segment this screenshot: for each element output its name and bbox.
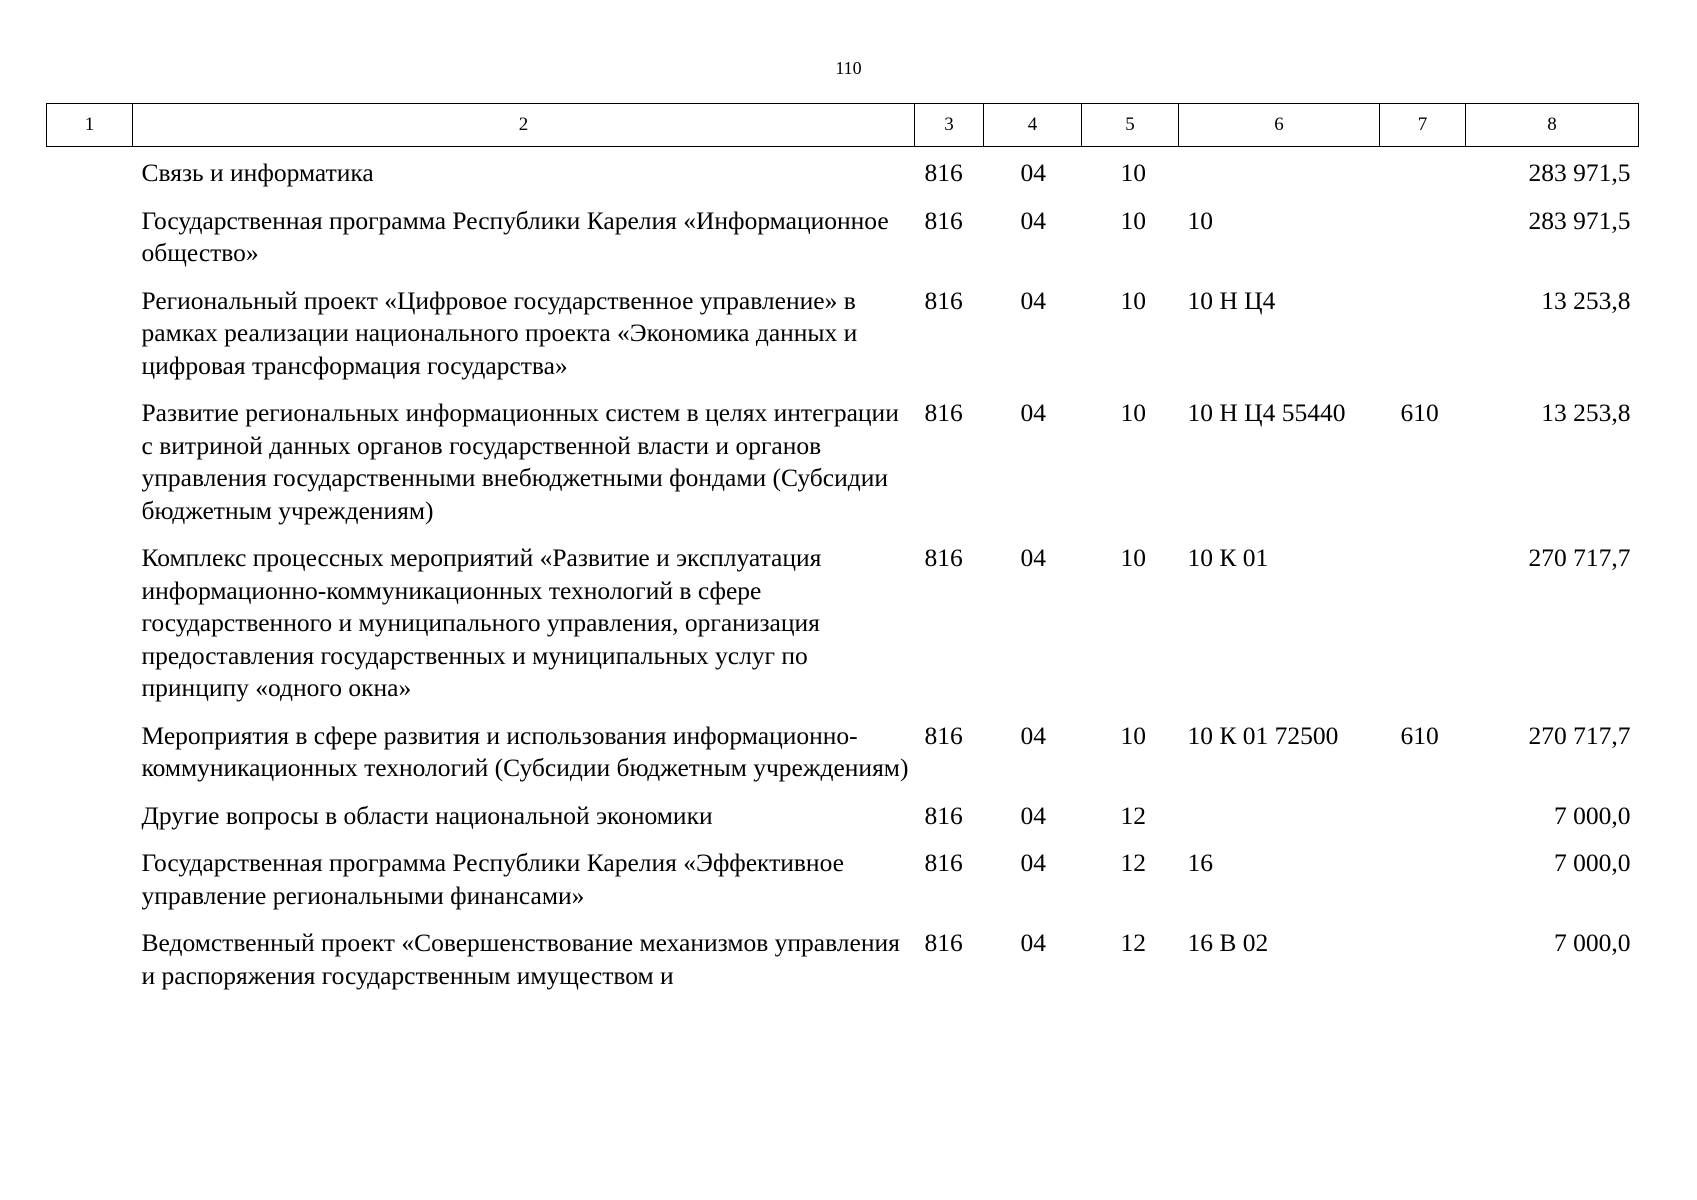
row-section-code: 04 <box>1020 800 1046 830</box>
row-amount: 270 717,7 <box>1528 543 1631 572</box>
row-number <box>47 542 133 720</box>
row-number <box>47 205 133 285</box>
row-expense-type <box>1380 927 1466 1007</box>
row-description: Развитие региональных информационных систем в целях интеграции с витриной данных органов государственной власти и органов управления государственными внебюджетными фондами (Субсидии бюджетным учреждениям) <box>141 398 899 525</box>
row-number <box>47 720 133 800</box>
row-subsection-code: 12 <box>1120 928 1146 957</box>
table-body <box>47 147 1639 1008</box>
row-subsection-code: 10 <box>1120 205 1146 235</box>
row-expense-type: 610 <box>1400 398 1439 427</box>
row-section-code: 04 <box>1020 398 1046 427</box>
table-row <box>47 542 1639 720</box>
row-description: Связь и информатика <box>141 158 374 187</box>
table-row <box>47 800 1639 848</box>
row-amount: 283 971,5 <box>1528 205 1631 235</box>
row-target-code: 10 Н Ц4 <box>1187 285 1276 315</box>
row-description: Государственная программа Республики Карелия «Эффективное управление региональными финансами» <box>141 848 844 910</box>
row-number <box>47 800 133 848</box>
row-number <box>47 285 133 398</box>
row-subsection-code: 10 <box>1120 285 1146 315</box>
header-col-8: 8 <box>1466 104 1639 147</box>
table-row <box>47 720 1639 800</box>
row-section-code: 04 <box>1020 848 1046 877</box>
row-target-code: 10 Н Ц4 55440 <box>1187 398 1346 427</box>
row-grbs-code: 816 <box>924 398 963 427</box>
row-grbs-code: 816 <box>924 543 963 572</box>
row-amount: 283 971,5 <box>1528 158 1631 187</box>
row-number <box>47 927 133 1007</box>
row-target-code: 16 В 02 <box>1187 928 1269 957</box>
row-description: Государственная программа Республики Карелия «Информационное общество» <box>141 205 889 267</box>
row-section-code: 04 <box>1020 928 1046 957</box>
row-expense-type <box>1380 542 1466 720</box>
row-subsection-code: 10 <box>1120 158 1146 187</box>
row-expense-type <box>1380 205 1466 285</box>
row-description: Мероприятия в сфере развития и использования информационно-коммуникационных технологий (Субсидии бюджетным учреждениям) <box>141 720 909 782</box>
row-grbs-code: 816 <box>924 848 963 877</box>
table-row <box>47 285 1639 398</box>
row-expense-type <box>1380 147 1466 205</box>
row-number <box>47 847 133 927</box>
row-subsection-code: 12 <box>1120 848 1146 877</box>
header-col-5: 5 <box>1082 104 1179 147</box>
row-section-code: 04 <box>1020 543 1046 572</box>
header-row <box>47 104 1639 147</box>
row-grbs-code: 816 <box>924 720 963 750</box>
header-col-1: 1 <box>47 104 133 147</box>
row-section-code: 04 <box>1020 205 1046 235</box>
table-row <box>47 397 1639 542</box>
row-grbs-code: 816 <box>924 158 963 187</box>
header-col-2: 2 <box>133 104 915 147</box>
row-target-code: 10 К 01 72500 <box>1187 720 1339 750</box>
row-target-code: 10 <box>1187 205 1213 235</box>
row-description: Другие вопросы в области национальной экономики <box>141 800 713 830</box>
table-row <box>47 847 1639 927</box>
row-section-code: 04 <box>1020 720 1046 750</box>
row-description: Региональный проект «Цифровое государственное управление» в рамках реализации национального проекта «Экономика данных и цифровая трансформация государства» <box>141 285 858 380</box>
row-number <box>47 397 133 542</box>
row-expense-type: 610 <box>1400 720 1439 750</box>
row-target-code: 16 <box>1187 848 1213 877</box>
row-section-code: 04 <box>1020 158 1046 187</box>
row-grbs-code: 816 <box>924 285 963 315</box>
row-subsection-code: 10 <box>1120 720 1146 750</box>
row-subsection-code: 10 <box>1120 543 1146 572</box>
row-amount: 13 253,8 <box>1541 285 1631 315</box>
row-description: Комплекс процессных мероприятий «Развитие и эксплуатация информационно-коммуникационных технологий в сфере государственного и муниципального управления, организация предоставления государственных и муниципальных услуг по принципу «одного окна» <box>141 543 822 702</box>
row-description: Ведомственный проект «Совершенствование механизмов управления и распоряжения государственным имуществом и <box>141 928 900 990</box>
row-target-code: 10 К 01 <box>1187 543 1269 572</box>
row-grbs-code: 816 <box>924 928 963 957</box>
header-col-4: 4 <box>984 104 1082 147</box>
row-amount: 7 000,0 <box>1554 800 1631 830</box>
row-subsection-code: 12 <box>1120 800 1146 830</box>
row-subsection-code: 10 <box>1120 398 1146 427</box>
row-expense-type <box>1380 800 1466 848</box>
header-col-3: 3 <box>915 104 984 147</box>
row-target-code <box>1179 800 1380 848</box>
table-row <box>47 147 1639 205</box>
budget-table <box>46 103 1639 1007</box>
header-col-6: 6 <box>1179 104 1380 147</box>
row-amount: 7 000,0 <box>1554 928 1631 957</box>
row-grbs-code: 816 <box>924 800 963 830</box>
row-amount: 7 000,0 <box>1554 848 1631 877</box>
table-row <box>47 927 1639 1007</box>
row-amount: 13 253,8 <box>1541 398 1631 427</box>
page-number: 110 <box>835 58 862 78</box>
row-grbs-code: 816 <box>924 205 963 235</box>
table-header <box>47 104 1639 147</box>
row-number <box>47 147 133 205</box>
row-target-code <box>1179 147 1380 205</box>
table-row <box>47 205 1639 285</box>
row-section-code: 04 <box>1020 285 1046 315</box>
row-expense-type <box>1380 285 1466 398</box>
row-expense-type <box>1380 847 1466 927</box>
row-amount: 270 717,7 <box>1528 720 1631 750</box>
header-col-7: 7 <box>1380 104 1466 147</box>
